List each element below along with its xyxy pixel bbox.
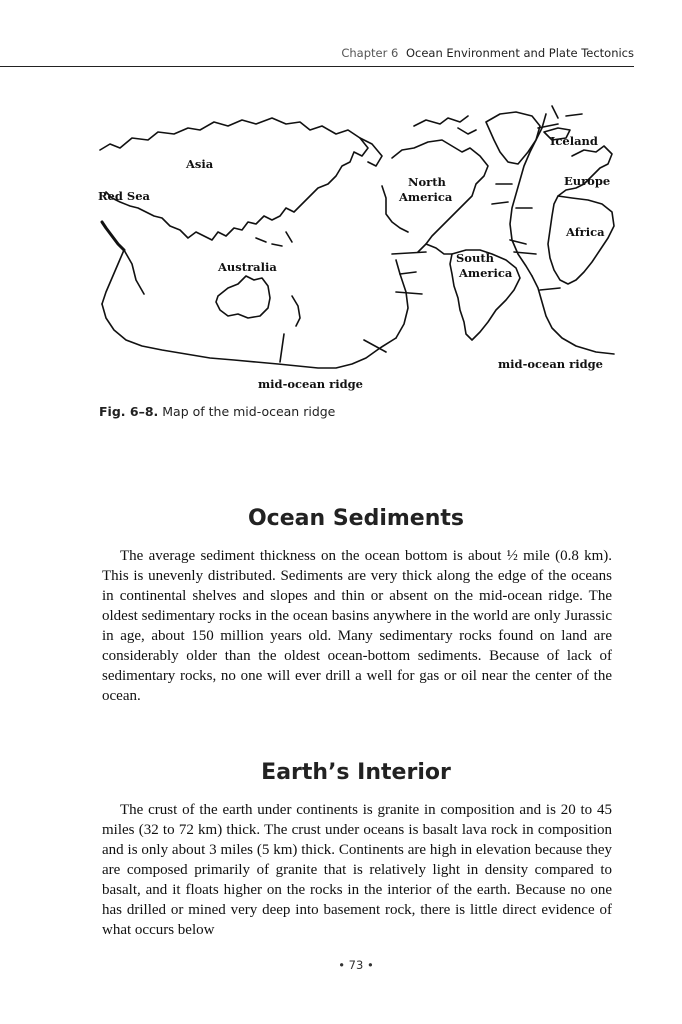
mid-ocean-ridge-map	[96, 104, 616, 394]
figure-caption	[99, 404, 335, 419]
ridge-left-east	[124, 250, 144, 294]
label-asia: Asia	[186, 157, 214, 171]
label-south: South	[456, 251, 495, 265]
label-europe: Europe	[564, 174, 611, 188]
ridge-south-atlantic	[532, 276, 614, 354]
section-title-earths-interior: Earth’s Interior	[261, 760, 451, 785]
label-mid-ocean-ridge-bottom: mid-ocean ridge	[258, 377, 363, 391]
label-iceland: Iceland	[550, 134, 598, 148]
arctic-islands	[414, 116, 476, 134]
islands	[256, 232, 292, 246]
section-title-ocean-sediments: Ocean Sediments	[247, 506, 464, 531]
figure-caption-text: Map of the mid-ocean ridge	[162, 404, 336, 419]
iceland-ridge	[552, 106, 582, 118]
ridge-south-atlantic-tick	[540, 288, 560, 290]
ridge-south-tick-1	[280, 334, 284, 362]
label-america-north: America	[399, 190, 453, 204]
label-north: North	[408, 175, 446, 189]
label-australia: Australia	[218, 260, 277, 274]
paragraph-earths-interior: The crust of the earth under continents is granite in composition and is 20 to 45 miles (32 to 72 km) thick. The crust under oceans is basalt lava rock in composition and is only about 3 miles (5 km) thick. Continents are high in elevation because they are composed primarily of granite that is relatively light in density compared to basalt, and it floats higher on the rocks in the interior of the earth. Because no one has drilled or mined very deep into basement rock, there is little direct evidence of what occurs below	[102, 802, 612, 938]
figure-number: Fig. 6–8.	[99, 404, 159, 419]
chapter-number: Chapter 6	[341, 46, 399, 60]
new-zealand	[292, 296, 300, 326]
label-america-south: America	[459, 266, 513, 280]
red-sea-line	[102, 222, 124, 250]
greenland	[486, 112, 540, 164]
chapter-title: Ocean Environment and Plate Tectonics	[405, 46, 634, 60]
label-africa: Africa	[566, 225, 605, 239]
ridge-atlantic-tick-1	[538, 124, 558, 128]
ridge-east-pacific-tick-1	[392, 252, 426, 254]
header-rule	[0, 66, 634, 67]
paragraph-ocean-sediments: The average sediment thickness on the ocean bottom is about ½ mile (0.8 km). This is unevenly distributed. Sediments are very thick along the edge of the oceans in continental shelves and slopes and thin or absent on the mid-ocean ridge. The oldest sedimentary rocks in the ocean basins anywhere in the world are only Jurassic in age, about 150 million years old. Many sedimentary rocks found on land are considerably older than the oldest ocean-bottom sediments. Because of lack of sedimentary rocks, no one will ever drill a well for gas or oil near the center of the ocean.	[102, 548, 612, 704]
page-number: • 73 •	[338, 958, 374, 972]
australia-outline	[216, 276, 270, 318]
ridge-south-curve	[102, 304, 396, 368]
ridge-east-pacific-tick-2	[396, 292, 422, 294]
asia-coastline	[100, 118, 368, 240]
ridge-left-west	[102, 250, 124, 304]
running-header	[0, 46, 634, 60]
europe-coastline	[558, 146, 612, 196]
label-mid-ocean-ridge-right: mid-ocean ridge	[498, 357, 603, 371]
label-red-sea: Red Sea	[98, 189, 150, 203]
ridge-east-pacific-tick-3	[400, 272, 416, 274]
world-map-figure	[96, 104, 616, 394]
central-america	[426, 244, 452, 254]
africa-outline	[548, 196, 614, 284]
ridge-east-pacific	[396, 260, 408, 338]
ridge-atlantic-tick-5	[492, 202, 508, 204]
